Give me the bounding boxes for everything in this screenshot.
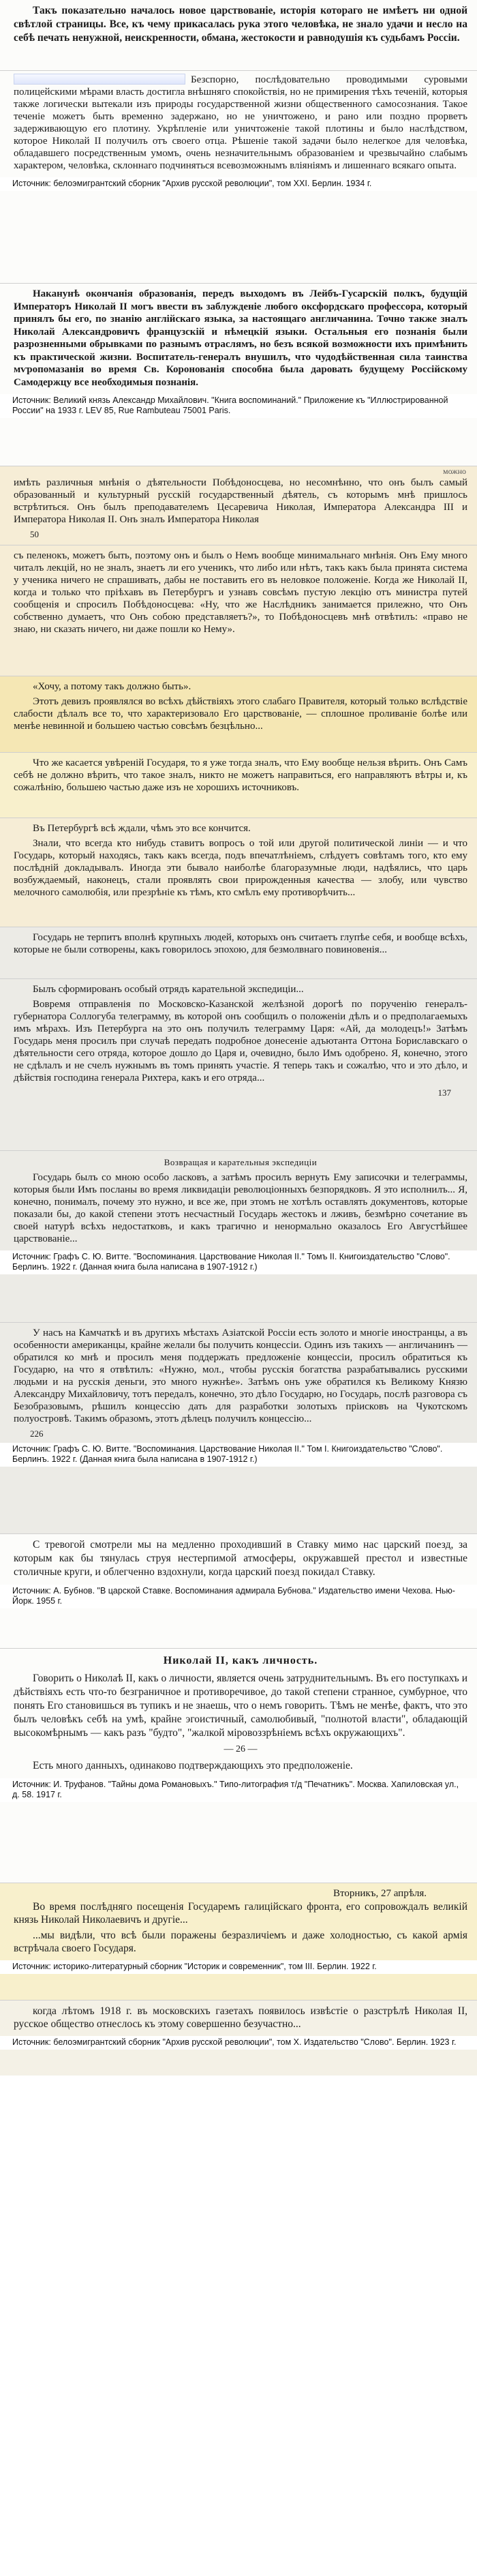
excerpt-clipping	[0, 753, 477, 818]
excerpt-paragraph: Вовремя отправленія по Московско-Казанской желѣзной дорогѣ по порученію генералъ-губернатора Соллогуба телеграмму, въ которой онъ сообщилъ о положеніи дѣлъ и о предполагаемыхъ имъ мѣрахъ. Изъ Петербурга на это онъ получилъ телеграмму Царя: «Ай, да молодецъ!» Затѣмъ Государь меня просилъ при случаѣ передать подробное донесеніе адъютанта Оттона Бориславскаго о дѣятельности сего отряда, которое дошло до Царя и, очевидно, было Имъ одобрено. Я, конечно, этого не сдѣлалъ и не счелъ нужнымъ въ томъ принять участіе. Я теперь такъ и сожалѣю, что и это дѣло, и дѣйствія господина генерала Рихтера, какъ и его отряда...	[14, 999, 467, 1083]
excerpt-paragraph: ...мы видѣли, что всѣ были поражены безразличіемъ и даже холодностью, съ какой армія встрѣчала своего Государя.	[14, 1930, 467, 1954]
source-citation: Источник: А. Бубнов. "В царской Ставке. Воспоминания адмирала Бубнова." Издательство имени Чехова. Нью-Йорк. 1955 г.	[0, 1585, 477, 1608]
page-number: 50	[30, 529, 39, 539]
excerpt-paragraph: У насъ на Камчаткѣ и въ другихъ мѣстахъ Азіатской Россіи есть золото и многіе иностранцы, а въ особенности американцы, крайне желали бы получить концессіи. Одинъ изъ такихъ — англичанинъ — обратился ко мнѣ и просилъ меня поддержать предложеніе концессіи, просилъ обратиться къ Государю, на что я отвѣтилъ: «Нужно, мол., чтобы русскія богатства разрабатывались русскими людьми и на русскія деньги, это много нужнѣе». Затѣмъ онъ уже обратился къ Великому Князю Александру Михайловичу, тотъ передалъ, конечно, это дѣло Государю, но Государь, послѣ разговора съ Безобразовымъ, рѣшилъ концессію дать для разработки золотыхъ пріисковъ на Чукотскомъ полуостровѣ. Такимъ образомъ, этотъ дѣлецъ получилъ концессію...	[14, 1328, 467, 1424]
excerpt-clipping	[0, 1151, 477, 1323]
excerpt-paragraph: когда лѣтомъ 1918 г. въ московскихъ газетахъ появилось извѣстіе о разстрѣлѣ Николая II, русское общество отнеслось къ этому совершенно безучастно...	[14, 2005, 467, 2030]
excerpt-paragraph: Наканунѣ окончанія образованія, передъ выходомъ въ Лейбъ-Гусарскій полкъ, будущій Императоръ Николай II могъ ввести въ заблужденіе любого оксфордскаго профессора, который принялъ бы его, по знанію англійскаго языка, за настоящаго англичанина. Точно также зналъ Николай Александровичъ французскій и нѣмецкій языки. Остальныя его познанія были разрозненными обрывками по разнымъ отраслямъ, но безъ всякой возможности ихъ примѣнить къ практической жизни. Воспитатель-генералъ внушилъ, что чудодѣйственная сила таинства мѵропомазанія во время Св. Коронованія способна была даровать будущему Россійскому Самодержцу все необходимыя познанія.	[14, 288, 467, 388]
excerpt-text	[0, 545, 477, 641]
source-citation: Источник: историко-литературный сборник "Историк и современник", том III. Берлин. 1922 г.	[0, 1960, 477, 1974]
source-citation: Источник: И. Труфанов. "Тайны дома Романовыхъ." Типо-литография т/д "Печатникъ". Москва. Хапиловская ул., д. 58. 1917 г.	[0, 1778, 477, 1802]
excerpt-paragraph: съ пеленокъ, можетъ быть, поэтому онъ и былъ о Немъ вообще минимальнаго мнѣнія. Онъ Ему много читалъ лекцій, но не зналъ, знаетъ ли его ученикъ, что либо или нѣтъ, такъ какъ была принята система у ученика ничего не спрашивать, дабы не поставить его въ неловкое положеніе. Когда же Николай II, когда и только что пріѣхавъ въ Петербургъ и узнавъ совсѣмъ пустую лекцію отъ министра путей сообщенія и спросилъ Побѣдоносцева: «Ну, что же Наслѣдникъ занимается прилежно, что Онъ собственно думаетъ, что Онъ собою представляетъ?», то Побѣдоносцевъ мнѣ отвѣтилъ: «право не знаю, ни сказать ничего, ни даже пошли ко Нему».	[14, 550, 467, 635]
page-number: 226	[30, 1428, 44, 1439]
excerpt-paragraph: Этотъ девизъ проявлялся во всѣхъ дѣйствіяхъ этого слабаго Правителя, который только вслѣдствіе слабости дѣлалъ все то, что характеризовало Его царствованіе, — сплошное проливаніе болѣе или менѣе невинной и большею частью совсѣмъ безцѣльно...	[14, 696, 467, 732]
excerpt-text	[0, 979, 477, 1102]
excerpt-text	[0, 1151, 477, 1250]
source-citation: Источник: Графъ С. Ю. Витте. "Воспоминания. Царствование Николая II." Томъ II. Книгоиздательство "Слово". Берлинъ. 1922 г. (Данная книга была написана в 1907-1912 г.)	[0, 1250, 477, 1274]
source-citation: Источник: Великий князь Александр Михайлович. "Книга воспоминаний." Приложение къ "Иллюстрированной России" на 1933 г. LEV 85, Rue Rambuteau 75001 Paris.	[0, 394, 477, 418]
excerpt-paragraph: Такъ показательно началось новое царствованіе, исторія котораго не имѣетъ ни одной свѣтлой страницы. Все, къ чему прикасалась рука этого человѣка, не знало удачи и несло на себѣ печать ненужной, неискренности, обмана, жестокости и равнодушія къ судьбамъ Россіи.	[14, 5, 467, 44]
excerpt-paragraph: Былъ сформированъ особый отрядъ карательной экспедиціи...	[33, 984, 304, 995]
excerpt-text	[0, 1649, 477, 1778]
excerpt-clipping	[0, 979, 477, 1151]
source-citation: Источник: белоэмигрантский сборник "Архив русской революции", том Х. Издательство "Слово". Берлин. 1923 г.	[0, 2036, 477, 2050]
excerpt-text	[0, 927, 477, 961]
excerpt-paragraph: Въ Петербургѣ всѣ ждали, чѣмъ это все кончится.	[33, 823, 251, 834]
excerpt-clipping	[0, 466, 477, 545]
page-number: 137	[437, 1088, 451, 1098]
excerpt-text	[0, 477, 477, 543]
browser-selection-bar	[14, 74, 185, 85]
excerpt-paragraph: Государь былъ со мною особо ласковъ, а затѣмъ просилъ вернуть Ему записочки и телеграммы, которыя были Имъ посланы во время ликвидаціи революціонныхъ безпорядковъ. Я это исполнилъ... Я, конечно, понималъ, почему это нужно, и все же, при этомъ не хотѣлъ оставлять документовъ, которые показали бы, до какой степени этотъ несчастный Государь жестокъ и лживъ, безмѣрно сочетание въ своей натурѣ всѣхъ недостатковъ, и какъ трагично и ненормально оказалось Его Августѣйшее царствованіе...	[14, 1172, 467, 1244]
excerpt-text	[0, 753, 477, 799]
excerpt-clipping	[0, 71, 477, 284]
excerpt-clipping	[0, 1323, 477, 1534]
excerpt-text	[0, 2001, 477, 2036]
excerpt-clipping	[0, 927, 477, 979]
chapter-title: Николай II, какъ личность.	[163, 1655, 318, 1666]
excerpt-clipping	[0, 545, 477, 676]
section-heading: Возвращая и карательныя экспедиціи	[164, 1157, 318, 1167]
excerpt-text	[0, 0, 477, 50]
excerpt-clipping	[0, 676, 477, 753]
excerpt-clipping	[0, 1883, 477, 2001]
excerpt-paragraph: Государь не терпитъ вполнѣ крупныхъ людей, которыхъ онъ считаетъ глупѣе себя, и вообще всѣхъ, которые не были сотворены, какъ говорилось эпохою, для безмолвнаго повиновенія...	[14, 932, 467, 955]
excerpt-paragraph: Безспорно, послѣдовательно проводимыми суровыми полицейскими мѣрами власть достигла внѣшняго спокойствія, но не примирения тѣхъ теченій, которыя также логически вытекали изъ природы государственной жизни общественного самосознания. Такое теченіе можетъ быть временно задержано, но не уничтожено, и рано или поздно прорветъ задерживающую его плотину. Укрѣпленіе или уничтоженіе такой плотины и было наслѣдством, которое Николай II получилъ отъ своего отца. Рѣшеніе такой задачи было нелегкое для человѣка, обладавшего посредственным умомъ, очень незначительнымъ образованіем и чрезвычайно слабымъ характером, человѣка, склоннаго подчиняться всевозможнымъ вліяніямъ и лишеннаго всякаго опыта.	[14, 74, 467, 171]
excerpt-clipping	[0, 818, 477, 927]
excerpt-clipping	[0, 1534, 477, 1649]
excerpt-clipping	[0, 1649, 477, 1883]
excerpt-quote: «Хочу, а потому такъ должно быть».	[33, 681, 191, 692]
excerpt-text	[0, 1534, 477, 1585]
source-citation: Источник: Графъ С. Ю. Витте. "Воспоминания. Царствование Николая II." Том I. Книгоиздательство "Слово". Берлинъ. 1922 г. (Данная книга была написана в 1907-1912 г.)	[0, 1443, 477, 1467]
excerpt-clipping	[0, 0, 477, 71]
excerpt-text	[0, 818, 477, 904]
excerpt-text	[0, 284, 477, 394]
excerpt-paragraph: имѣть различныя мнѣнія о дѣятельности Побѣдоносцева, но несомнѣнно, что онъ былъ самый образованный и культурный русскій государственный дѣятель, съ которымъ мнѣ пришлось встрѣтиться. Онъ былъ преподавателемъ Цесаревича Николая, Императора Александра III и Императора Николая II. Онъ зналъ Императора Николая	[14, 477, 467, 525]
diary-date: Вторникъ, 27 апрѣля.	[333, 1888, 427, 1899]
page-fragment-text: можно	[442, 466, 466, 476]
excerpt-paragraph: Что же касается увѣреній Государя, то я уже тогда зналъ, что Ему вообще нельзя вѣрить. Онъ Самъ себѣ не должно вѣрить, что такое зналъ, никто не можетъ направиться, его направляютъ вѣтры и, къ сожалѣнію, большею частью даже изъ не хорошихъ источниковъ.	[14, 758, 467, 793]
excerpt-clipping	[0, 284, 477, 466]
excerpt-paragraph: Говорить о Николаѣ II, какъ о личности, является очень затруднительнымъ. Въ его поступкахъ и дѣйствіяхъ есть что-то безграничное и противоречивое, до такой степени странное, сумбурное, что понять Его становишься въ тупикъ и не знаешь, что о немъ говорить. Тѣмъ не менѣе, фактъ, что это былъ человѣкъ себѣ на умѣ, крайне эгоистичный, самолюбивый, "полнотой власти", обладающій высокомѣрнымъ — какъ разъ "будто", "жалкой міровоззрѣніемъ всѣхъ окружающихъ".	[14, 1673, 467, 1739]
excerpt-paragraph: Есть много данныхъ, одинаково подтверждающихъ это предположеніе.	[33, 1760, 353, 1771]
source-citation: Источник: белоэмигрантский сборник "Архив русской революции", том ХХI. Берлин. 1934 г.	[0, 177, 477, 191]
excerpt-paragraph: Во время послѣдняго посещенія Государемъ галиційскаго фронта, его сопровождалъ великій князь Николай Николаевичъ и другіе...	[14, 1901, 467, 1926]
page-number: — 26 —	[224, 1744, 258, 1754]
excerpt-paragraph: С тревогой смотрели мы на медленно проходивший в Ставку мимо нас царский поезд, за которым как бы тянулась струя нестерпимой атмосферы, окружавшей престол и известные столичные круги, и облегченно вздохнули, когда царский поезд покидал Ставку.	[14, 1539, 467, 1578]
excerpt-text	[0, 1323, 477, 1443]
excerpt-text	[0, 1883, 477, 1960]
excerpt-text	[0, 71, 477, 177]
excerpt-text	[0, 676, 477, 738]
excerpt-clipping	[0, 2001, 477, 2076]
excerpt-paragraph: Знали, что всегда кто нибудь ставитъ вопросъ о той или другой политической линіи — и что Государь, который находясь, такъ какъ всегда, подъ впечатлѣніемъ, слѣдуетъ совѣтамъ того, кто ему послѣдній докладывалъ. Иногда эти бывало наиболѣе благоразумные люди, надѣялись, что царь возбуждаемый, наконецъ, стали проявлять свои прирожденныя качества — злобу, или чувство мелочного самолюбія, или презрѣніе къ тѣмъ, кто смѣлъ ему противорѣчить...	[14, 838, 467, 898]
